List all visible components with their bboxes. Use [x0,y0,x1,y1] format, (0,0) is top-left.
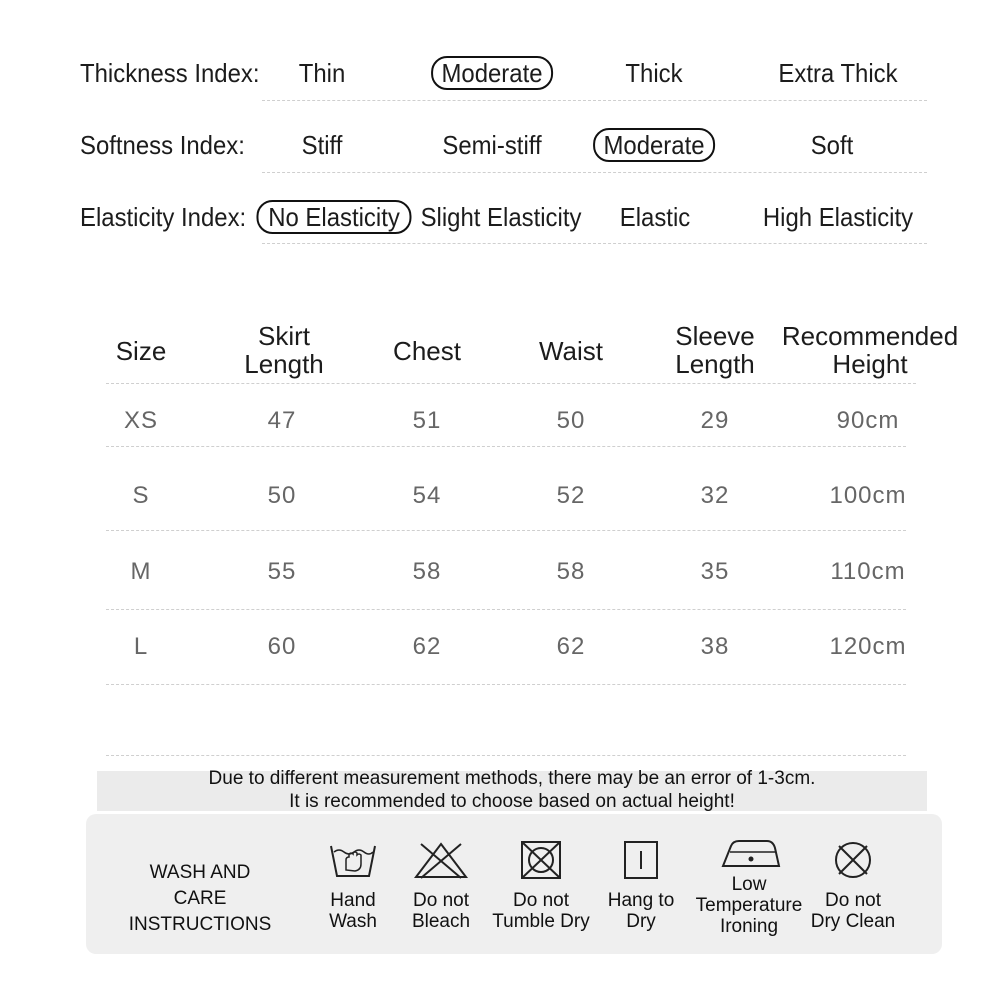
no-tumble-dry-icon [519,840,563,880]
elasticity-option-high-elasticity: High Elasticity [762,202,914,232]
header-waist: Waist [538,336,604,366]
divider [106,684,906,685]
care-item-no-dry-clean [793,840,913,932]
table-cell: 110cm [830,558,906,585]
divider [262,172,927,173]
thickness-option-extra-thick: Extra Thick [778,58,898,88]
table-cell: S [132,482,150,509]
table-cell: 120cm [829,633,907,660]
table-cell: 55 [267,558,297,585]
notice-line-1: Due to different measurement methods, there may be an error of 1-3cm. [208,768,816,789]
table-cell: 51 [412,407,442,434]
table-cell: 62 [412,633,442,660]
table-cell: 50 [267,482,297,509]
no-dry-clean-icon [831,840,875,880]
care-label: Hand Wash [329,890,377,932]
softness-option-moderate-selected: Moderate [593,128,715,162]
elasticity-index-label: Elasticity Index: [80,202,247,232]
divider [106,446,906,447]
table-cell: 32 [700,482,730,509]
divider [262,243,927,244]
care-label: Low Temperature Ironing [695,874,803,937]
elasticity-option-slight-elasticity: Slight Elasticity [420,202,582,232]
table-cell: 62 [556,633,586,660]
header-skirt-length: Skirt Length [244,321,324,379]
care-label: Do not Dry Clean [810,890,896,932]
table-cell: 58 [556,558,586,585]
table-cell: M [130,558,152,585]
header-size: Size [115,336,167,366]
low-temp-iron-icon [717,836,781,870]
elasticity-option-elastic: Elastic [619,202,691,232]
table-cell: 38 [700,633,730,660]
care-label: Hang to Dry [607,890,675,932]
notice-line-2: It is recommended to choose based on actual height! [289,791,735,812]
table-cell: XS [123,407,159,434]
table-cell: 90cm [836,407,900,434]
thickness-option-moderate-selected: Moderate [431,56,553,90]
care-label: Do not Bleach [411,890,471,932]
softness-index-label: Softness Index: [80,130,245,160]
wash-care-title: WASH AND CARE INSTRUCTIONS [128,862,272,935]
header-chest: Chest [393,336,461,366]
table-cell: 100cm [829,482,907,509]
table-cell: 35 [700,558,730,585]
header-sleeve-length: Sleeve Length [675,321,755,379]
thickness-index-label: Thickness Index: [80,58,260,88]
softness-option-soft: Soft [810,130,854,160]
elasticity-option-no-elasticity-selected: No Elasticity [256,200,411,234]
table-cell: 52 [556,482,586,509]
table-cell: 60 [267,633,297,660]
thickness-option-thick: Thick [625,58,683,88]
divider [106,530,906,531]
table-cell: 47 [267,407,297,434]
divider [106,609,906,610]
thickness-option-thin: Thin [298,58,346,88]
softness-option-semi-stiff: Semi-stiff [442,130,542,160]
softness-option-stiff: Stiff [301,130,343,160]
divider [106,755,906,756]
divider [106,383,916,384]
table-cell: 58 [412,558,442,585]
care-label: Do not Tumble Dry [492,890,590,932]
table-cell: 54 [412,482,442,509]
hand-wash-icon [328,840,378,880]
table-cell: 50 [556,407,586,434]
divider [262,100,927,101]
header-recommended-height: Recommended Height [781,321,959,379]
table-cell: L [133,633,149,660]
hang-dry-icon [623,840,659,880]
table-cell: 29 [700,407,730,434]
no-bleach-icon [413,840,469,880]
